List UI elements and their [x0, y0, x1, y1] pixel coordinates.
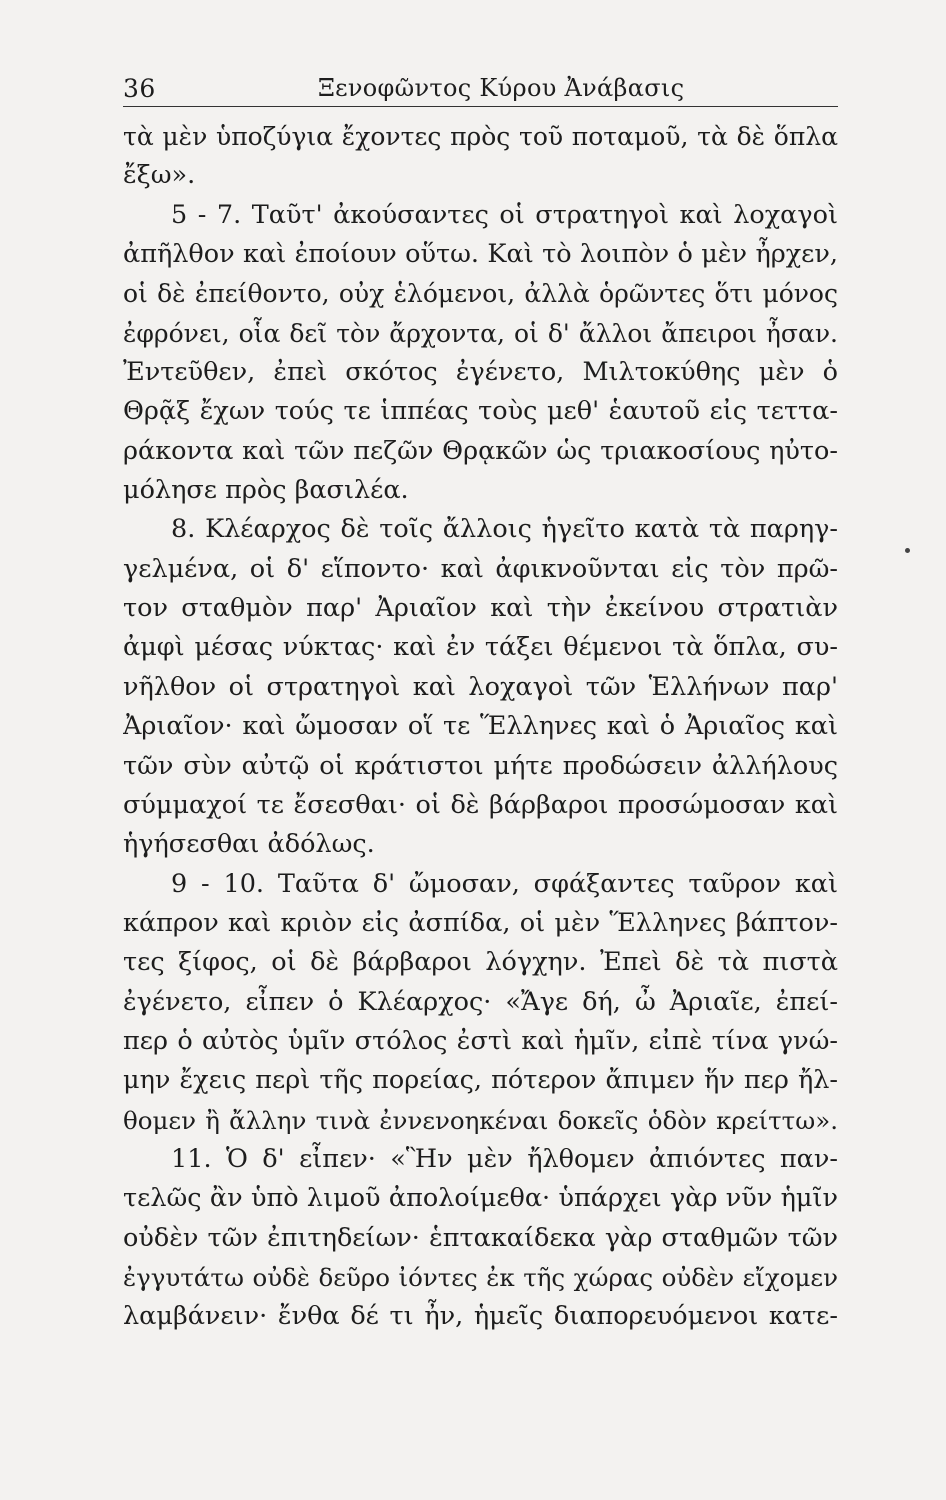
text-line: 9 - 10. Ταῦτα δ' ὤμοσαν, σφάξαντες ταῦρον καὶ: [171, 868, 838, 899]
text-line: τον σταθμὸν παρ' Ἀριαῖον καὶ τὴν ἐκείνου στρατιὰν: [123, 593, 838, 624]
text-line: Ἐντεῦθεν, ἐπεὶ σκότος ἐγένετο, Μιλτοκύθης μὲν ὁ: [123, 357, 838, 388]
text-line: ἀπῆλθον καὶ ἐποίουν οὕτω. Καὶ τὸ λοιπὸν ὁ μὲν ἦρχεν,: [123, 239, 838, 270]
text-body: [123, 117, 838, 1337]
text-line: Ἀριαῖον· καὶ ὤμοσαν οἵ τε Ἕλληνες καὶ ὁ Ἀριαῖος καὶ: [123, 711, 838, 742]
text-line: ἔξω».: [123, 160, 196, 191]
text-line: σύμμαχοί τε ἔσεσθαι· οἱ δὲ βάρβαροι προσώμοσαν καὶ: [123, 789, 838, 820]
text-line: οἱ δὲ ἐπείθοντο, οὐχ ἑλόμενοι, ἀλλὰ ὁρῶντες ὅτι μόνος: [123, 279, 838, 309]
text-line: τῶν σὺν αὐτῷ οἱ κράτιστοι μήτε προδώσειν ἀλλήλους: [123, 750, 838, 781]
page-header: [123, 70, 838, 106]
text-line: ράκοντα καὶ τῶν πεζῶν Θρᾳκῶν ὡς τριακοσίους ηὐτο-: [123, 435, 838, 466]
text-line: 11. Ὁ δ' εἶπεν· «Ἣν μὲν ἤλθομεν ἀπιόντες παν-: [171, 1143, 838, 1174]
text-line: θομεν ἢ ἄλλην τινὰ ἐννενοηκέναι δοκεῖς ὁδὸν κρείττω».: [123, 1105, 838, 1135]
text-line: τελῶς ἂν ὑπὸ λιμοῦ ἀπολοίμεθα· ὑπάρχει γὰρ νῦν ἡμῖν: [123, 1183, 838, 1214]
text-line: ἐφρόνει, οἷα δεῖ τὸν ἄρχοντα, οἱ δ' ἄλλοι ἄπειροι ἦσαν.: [123, 318, 838, 348]
text-line: Θρᾷξ ἔχων τούς τε ἱππέας τοὺς μεθ' ἑαυτοῦ εἰς τεττα-: [123, 396, 838, 427]
text-line: λαμβάνειν· ἔνθα δέ τι ἦν, ἡμεῖς διαπορευόμενοι κατε-: [123, 1301, 838, 1332]
text-line: γελμένα, οἱ δ' εἵποντο· καὶ ἀφικνοῦνται εἰς τὸν πρῶ-: [123, 553, 838, 584]
text-line: 5 - 7. Ταῦτ' ἀκούσαντες οἱ στρατηγοὶ καὶ λοχαγοὶ: [171, 199, 838, 230]
margin-dot: [905, 548, 910, 553]
text-line: ἐγγυτάτω οὐδὲ δεῦρο ἰόντες ἐκ τῆς χώρας οὐδὲν εἴχομεν: [123, 1262, 838, 1292]
text-line: ἀμφὶ μέσας νύκτας· καὶ ἐν τάξει θέμενοι τὰ ὅπλα, συ-: [123, 632, 838, 663]
text-line: τὰ μὲν ὑποζύγια ἔχοντες πρὸς τοῦ ποταμοῦ, τὰ δὲ ὅπλα: [123, 122, 838, 151]
text-line: νῆλθον οἱ στρατηγοὶ καὶ λοχαγοὶ τῶν Ἑλλήνων παρ': [123, 671, 838, 702]
text-line: μόλησε πρὸς βασιλέα.: [123, 475, 409, 506]
header-rule: [123, 106, 838, 107]
text-line: περ ὁ αὐτὸς ὑμῖν στόλος ἐστὶ καὶ ἡμῖν, εἰπὲ τίνα γνώ-: [123, 1025, 838, 1056]
text-line: οὐδὲν τῶν ἐπιτηδείων· ἑπτακαίδεκα γὰρ σταθμῶν τῶν: [123, 1222, 838, 1253]
text-line: τες ξίφος, οἱ δὲ βάρβαροι λόγχην. Ἐπεὶ δὲ τὰ πιστὰ: [123, 947, 838, 978]
text-line: κάπρον καὶ κριὸν εἰς ἀσπίδα, οἱ μὲν Ἕλληνες βάπτον-: [123, 907, 838, 938]
text-line: μην ἔχεις περὶ τῆς πορείας, πότερον ἄπιμεν ἥν περ ἤλ-: [123, 1065, 838, 1096]
text-line: ἡγήσεσθαι ἀδόλως.: [123, 829, 375, 860]
running-title: Ξενοφῶντος Κύρου Ἀνάβασις: [318, 74, 685, 102]
text-line: ἐγένετο, εἶπεν ὁ Κλέαρχος· «Ἄγε δή, ὦ Ἀριαῖε, ἐπεί-: [123, 986, 838, 1017]
page-number: 36: [123, 74, 156, 103]
text-line: 8. Κλέαρχος δὲ τοῖς ἄλλοις ἡγεῖτο κατὰ τὰ παρηγ-: [171, 514, 838, 545]
